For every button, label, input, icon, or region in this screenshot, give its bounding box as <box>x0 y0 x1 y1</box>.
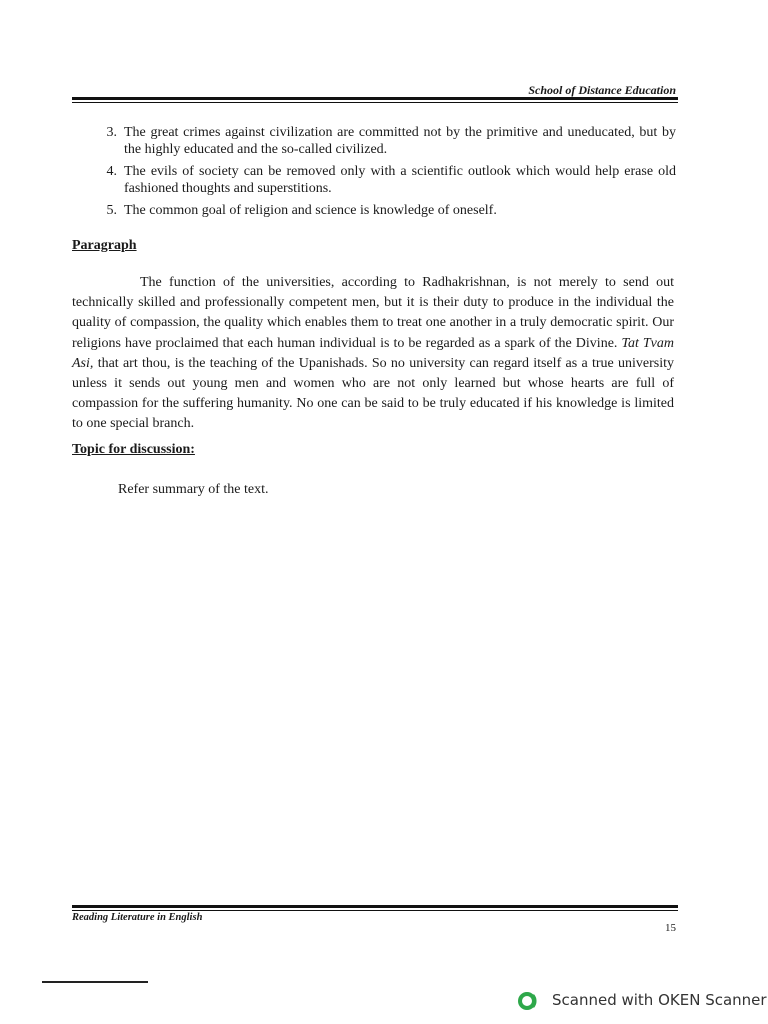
footer-title: Reading Literature in English <box>72 912 203 923</box>
paragraph-heading: Paragraph <box>72 238 137 253</box>
oken-scanner-logo-icon <box>518 990 538 1010</box>
page-number: 15 <box>665 922 676 934</box>
list-item-number: 4. <box>106 164 117 179</box>
header-rule-thin <box>72 102 678 103</box>
list-item <box>72 124 676 158</box>
header-rule-thick <box>72 97 678 100</box>
scan-artifact-line <box>42 981 148 983</box>
paragraph-italic-phrase: Tat Tvam Asi, <box>72 335 675 371</box>
list-item-number: 3. <box>106 125 117 140</box>
list-item-number: 5. <box>106 203 117 218</box>
list-item-text: The evils of society can be removed only with a scientific outlook which would help erase old fashioned thoughts and superstitions. <box>124 164 676 196</box>
paragraph-text-part-1: The function of the universities, according to Radhakrishnan, is not merely to send out technically skilled and professionally competent men, but it is their duty to produce in the individual the quality of compassion, the quality which enables them to treat one another in a truly democratic spirit. Our religions have proclaimed that each human individual is to be regarded as a spark of the Divine. <box>72 275 674 351</box>
scanner-watermark <box>518 990 767 1010</box>
header-title: School of Distance Education <box>528 83 676 97</box>
paragraph-body <box>72 273 674 435</box>
list-item <box>72 202 676 219</box>
footer-rule-thin <box>72 910 678 911</box>
scanner-watermark-text: Scanned with OKEN Scanner <box>552 991 767 1009</box>
list-item <box>72 163 676 197</box>
list-item-text: The great crimes against civilization are committed not by the primitive and uneducated, but by the highly educated and the so-called civilized. <box>124 125 676 157</box>
footer-rule-thick <box>72 905 678 908</box>
paragraph-text-part-2: that art thou, is the teaching of the Upanishads. So no university can regard itself as a true university unless it sends out young men and women who are not only learned but whose hearts are full of compassion for the suffering humanity. No one can be said to be truly educated if his knowledge is limited to one special branch. <box>72 355 675 432</box>
numbered-list <box>72 124 676 224</box>
discussion-text: Refer summary of the text. <box>118 482 269 497</box>
discussion-heading: Topic for discussion: <box>72 442 195 457</box>
list-item-text: The common goal of religion and science is knowledge of oneself. <box>124 203 497 218</box>
